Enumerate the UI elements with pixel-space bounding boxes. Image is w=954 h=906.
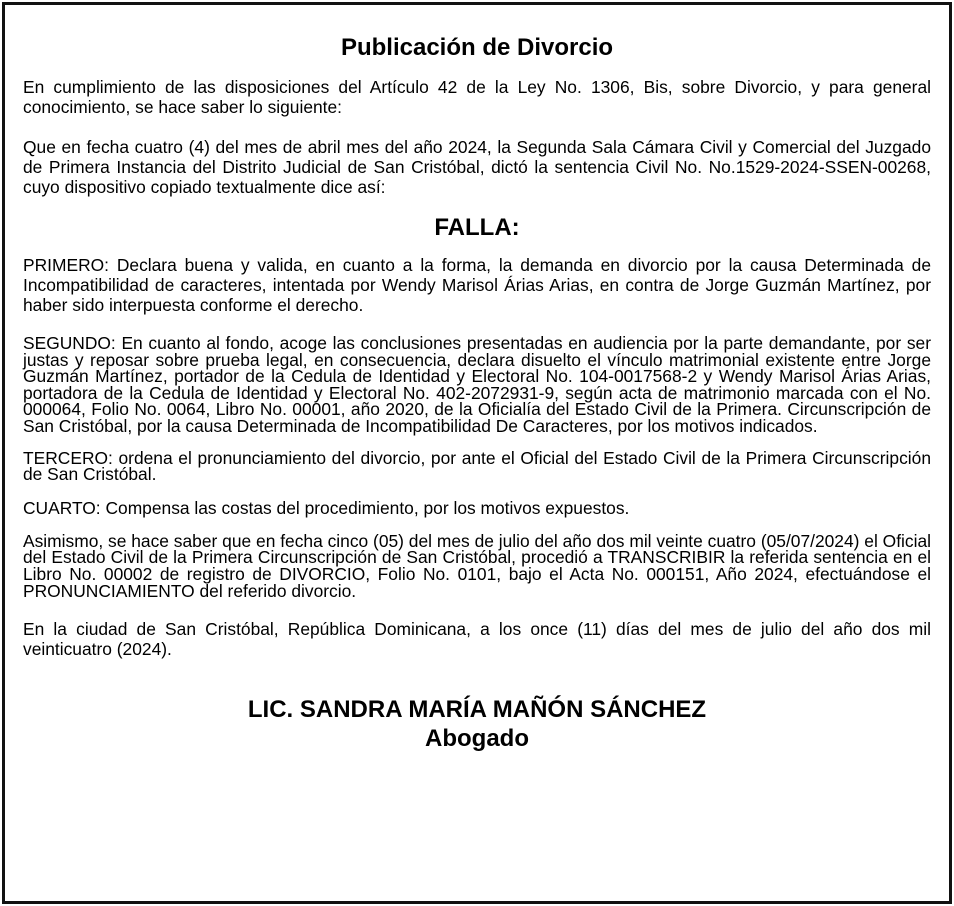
signature-block [23,695,931,753]
primero-paragraph: PRIMERO: Declara buena y valida, en cuanto a la forma, la demanda en divorcio por la causa Determinada de Incompatibilidad de caracteres, intentada por Wendy Marisol Árias Arias, en contra de Jorge Guzmán Martínez, por haber sido interpuesta conforme el derecho. [23,255,931,315]
notice-content [23,33,931,753]
segundo-paragraph: SEGUNDO: En cuanto al fondo, acoge las conclusiones presentadas en audiencia por la parte demandante, por ser justas y reposar sobre prueba legal, en consecuencia, declara disuelto el vínculo matrimonial existente entre Jorge Guzmán Martínez, portador de la Cedula de Identidad y Electoral No. 104-0017568-2 y Wendy Marisol Árias Arias, portadora de la Cedula de Identidad y Electoral No. 402-2072931-9, según acta de matrimonio marcada con el No. 000064, Folio No. 0064, Libro No. 00001, año 2020, de la Oficialía del Estado Civil de la Primera. Circunscripción de San Cristóbal, por la causa Determinada de Incompatibilidad De Caracteres, por los motivos indicados. [23,333,931,436]
closing-paragraph: En la ciudad de San Cristóbal, República Dominicana, a los once (11) días del mes de julio del año dos mil veinticuatro (2024). [23,619,931,660]
asimismo-paragraph: Asimismo, se hace saber que en fecha cinco (05) del mes de julio del año dos mil veinte cuatro (05/07/2024) el Oficial del Estado Civil de la Primera Circunscripción de San Cristóbal, procedió a TRANSCRIBIR la referida sentencia en el Libro No. 00002 de registro de DIVORCIO, Folio No. 0101, bajo el Acta No. 000151, Año 2024, efectuándose el PRONUNCIAMIENTO del referido divorcio. [23,530,931,601]
intro-paragraph: En cumplimiento de las disposiciones del Artículo 42 de la Ley No. 1306, Bis, sobre Divorcio, y para general conocimiento, se hace saber lo siguiente: [23,77,931,117]
tercero-paragraph: TERCERO: ordena el pronunciamiento del divorcio, por ante el Oficial del Estado Civil de la Primera Circunscripción de San Cristóbal. [23,447,931,485]
cuarto-paragraph: CUARTO: Compensa las costas del procedimiento, por los motivos expuestos. [23,497,630,518]
notice-frame [2,2,952,904]
signature-role: Abogado [425,725,529,753]
falla-heading: FALLA: [434,214,520,241]
signature-name: LIC. SANDRA MARÍA MAÑÓN SÁNCHEZ [247,696,707,724]
notice-title: Publicación de Divorcio [340,34,614,61]
sentence-paragraph: Que en fecha cuatro (4) del mes de abril mes del año 2024, la Segunda Sala Cámara Civil y Comercial del Juzgado de Primera Instancia del Distrito Judicial de San Cristóbal, dictó la sentencia Civil No. No.1529-2024-SSEN-00268, cuyo dispositivo copiado textualmente dice así: [23,137,931,197]
